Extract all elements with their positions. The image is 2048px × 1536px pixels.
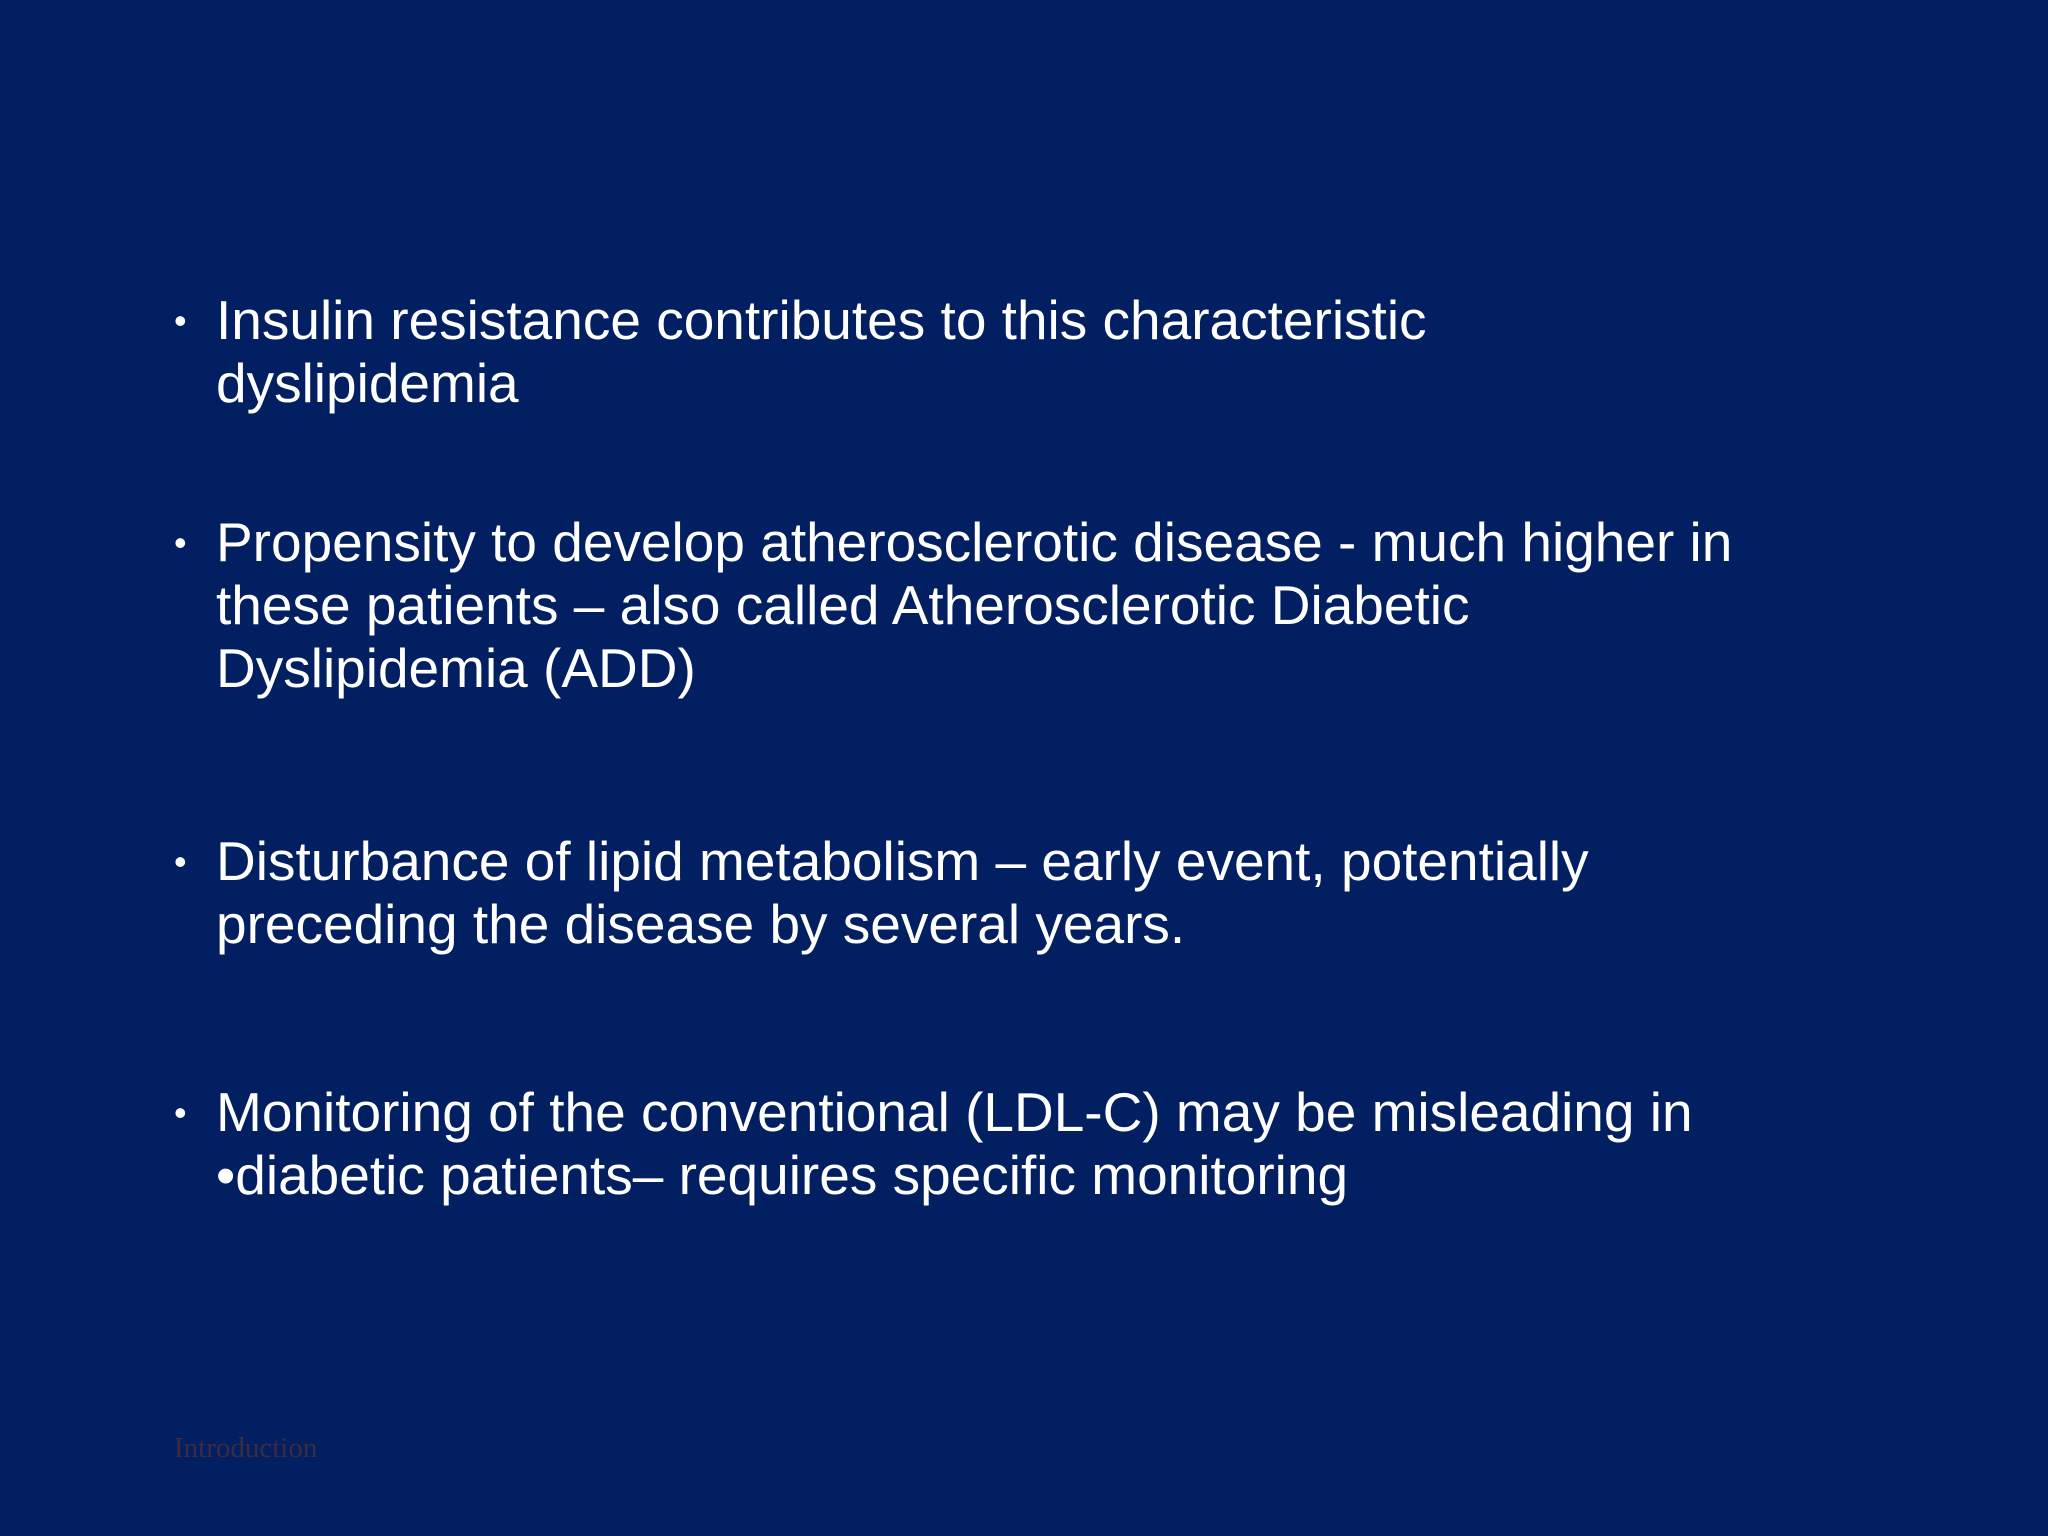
bullet-line: Dyslipidemia (ADD) (216, 637, 696, 699)
bullet-marker: • (174, 1092, 187, 1133)
bullet-line: Disturbance of lipid metabolism – early event, potentially (216, 830, 1589, 892)
bullet-text (216, 1081, 1693, 1207)
bullet-text (216, 511, 1732, 700)
bullet-text (216, 289, 1427, 415)
bullet-line: these patients – also called Atherosclerotic Diabetic (216, 574, 1470, 636)
bullet-line: •diabetic patients– requires specific monitoring (216, 1144, 1349, 1206)
bullet-text (216, 830, 1589, 956)
bullet-line: preceding the disease by several years. (216, 893, 1186, 955)
bullet-line: Monitoring of the conventional (LDL-C) may be misleading in (216, 1081, 1693, 1143)
bullet-line: Propensity to develop atherosclerotic disease - much higher in (216, 511, 1733, 573)
bullet-marker: • (174, 300, 187, 341)
bullet-line: Insulin resistance contributes to this characteristic (216, 289, 1427, 351)
bullet-line: dyslipidemia (216, 352, 519, 414)
bullet-marker: • (174, 841, 187, 882)
bullet-marker: • (174, 522, 187, 563)
slide-footer: Introduction (174, 1432, 318, 1464)
